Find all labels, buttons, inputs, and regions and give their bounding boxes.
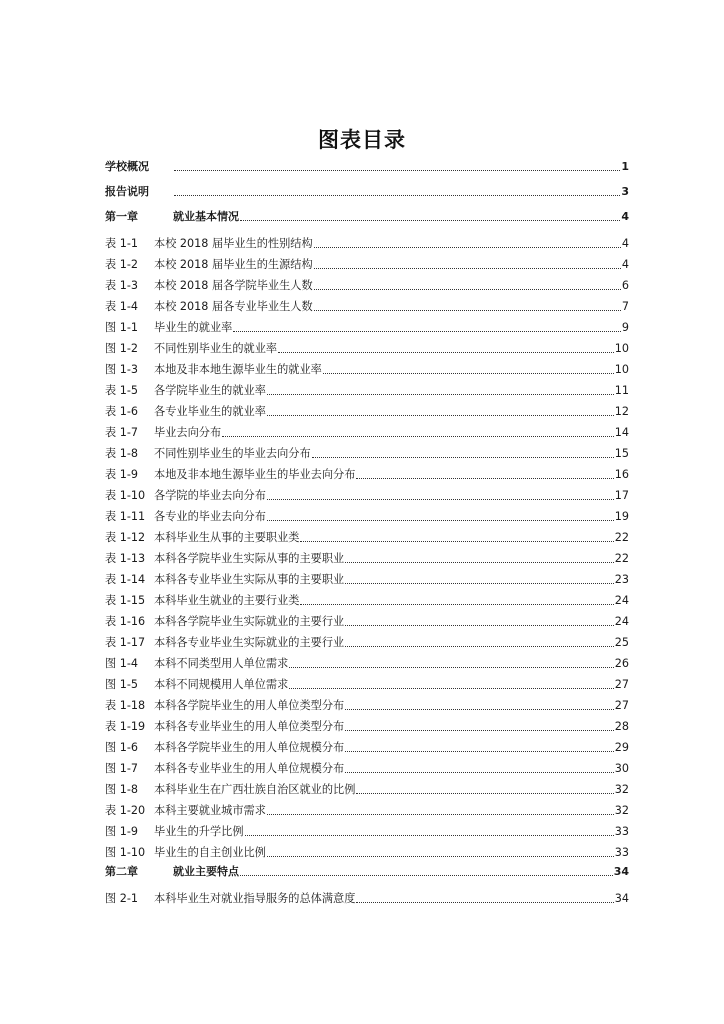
toc-entry-number: 表 1-18	[105, 699, 146, 712]
toc-entry-title: 本科主要就业城市需求	[154, 804, 266, 817]
toc-entry-number: 图 2-1	[105, 892, 139, 905]
toc-entry-page: 29	[614, 741, 629, 754]
toc-entry-title: 毕业去向分布	[154, 426, 222, 439]
toc-entry[interactable]	[105, 338, 629, 356]
toc-entry-number: 图 1-7	[105, 762, 139, 775]
toc-entry[interactable]	[105, 181, 629, 199]
page-title: 图表目录	[318, 128, 406, 152]
toc-entry-page: 17	[614, 489, 629, 502]
toc-entry-page: 15	[614, 447, 629, 460]
toc-entry-title: 本地及非本地生源毕业生的毕业去向分布	[154, 468, 356, 481]
toc-entry[interactable]	[105, 716, 629, 734]
toc-entry-number: 表 1-9	[105, 468, 139, 481]
toc-entry[interactable]	[105, 275, 629, 293]
toc-entry-number: 表 1-1	[105, 237, 139, 250]
toc-entry[interactable]	[105, 653, 629, 671]
dot-leader	[300, 604, 613, 605]
toc-entry[interactable]	[105, 206, 629, 224]
toc-entry-title: 本科不同类型用人单位需求	[154, 657, 289, 670]
dot-leader	[345, 646, 614, 647]
toc-entry-number: 图 1-10	[105, 846, 146, 859]
toc-entry-number: 表 1-19	[105, 720, 146, 733]
dot-leader	[356, 793, 613, 794]
toc-entry[interactable]	[105, 380, 629, 398]
dot-leader	[312, 457, 614, 458]
dot-leader	[174, 170, 620, 171]
toc-entry[interactable]	[105, 842, 629, 860]
toc-entry[interactable]	[105, 758, 629, 776]
toc-entry-page: 22	[614, 552, 629, 565]
toc-entry-page: 3	[621, 185, 629, 198]
dot-leader	[289, 688, 613, 689]
toc-entry-title: 本科各学院毕业生的用人单位规模分布	[154, 741, 345, 754]
toc-entry[interactable]	[105, 443, 629, 461]
dot-leader	[222, 436, 614, 437]
toc-entry-number: 表 1-8	[105, 447, 139, 460]
toc-entry-title: 本科各专业毕业生实际从事的主要职业	[154, 573, 345, 586]
toc-entry-page: 34	[613, 865, 629, 878]
dot-leader	[314, 310, 621, 311]
dot-leader	[267, 814, 614, 815]
toc-entry-title: 各专业的毕业去向分布	[154, 510, 266, 523]
toc-entry-page: 32	[614, 804, 629, 817]
toc-entry-title: 本校 2018 届毕业生的生源结构	[154, 258, 313, 271]
dot-leader	[345, 583, 614, 584]
toc-entry-title: 本科各专业毕业生的用人单位规模分布	[154, 762, 345, 775]
dot-leader	[314, 289, 621, 290]
toc-entry-page: 11	[614, 384, 629, 397]
toc-entry-number: 表 1-4	[105, 300, 139, 313]
toc-entry-title: 本地及非本地生源毕业生的就业率	[154, 363, 322, 376]
toc-entry-title: 本校 2018 届各学院毕业生人数	[154, 279, 313, 292]
toc-entry-number: 表 1-16	[105, 615, 146, 628]
toc-entry-number: 表 1-10	[105, 489, 146, 502]
toc-entry[interactable]	[105, 779, 629, 797]
toc-entry-number: 表 1-3	[105, 279, 139, 292]
toc-entry-title: 各学院毕业生的就业率	[154, 384, 266, 397]
toc-entry-page: 32	[614, 783, 629, 796]
toc-entry[interactable]	[105, 485, 629, 503]
toc-entry-page: 1	[621, 160, 629, 173]
toc-entry-page: 26	[614, 657, 629, 670]
toc-entry[interactable]	[105, 611, 629, 629]
toc-entry-page: 33	[614, 846, 629, 859]
toc-entry-number: 表 1-11	[105, 510, 146, 523]
toc-entry-title: 各学院的毕业去向分布	[154, 489, 266, 502]
dot-leader	[345, 625, 614, 626]
toc-entry-title: 本科各学院毕业生的用人单位类型分布	[154, 699, 345, 712]
toc-entry-title: 毕业生的自主创业比例	[154, 846, 266, 859]
toc-entry-page: 24	[614, 615, 629, 628]
toc-entry-page: 4	[621, 210, 629, 223]
toc-entry[interactable]	[105, 233, 629, 251]
toc-entry-title: 本科各专业毕业生的用人单位类型分布	[154, 720, 345, 733]
toc-entry[interactable]	[105, 548, 629, 566]
toc-entry-number: 表 1-14	[105, 573, 146, 586]
toc-entry-title: 本科毕业生从事的主要职业类	[154, 531, 300, 544]
toc-entry-page: 27	[614, 678, 629, 691]
toc-entry-page: 12	[614, 405, 629, 418]
toc-entry-number: 图 1-6	[105, 741, 139, 754]
toc-entry-page: 34	[614, 892, 629, 905]
toc-entry-page: 10	[614, 342, 629, 355]
toc-entry-number: 表 1-6	[105, 405, 139, 418]
toc-entry-page: 23	[614, 573, 629, 586]
dot-leader	[323, 373, 614, 374]
toc-entry-number: 图 1-4	[105, 657, 139, 670]
dot-leader	[289, 667, 613, 668]
dot-leader	[278, 352, 614, 353]
toc-entry[interactable]	[105, 821, 629, 839]
dot-leader	[356, 902, 613, 903]
toc-entry[interactable]	[105, 464, 629, 482]
toc-entry[interactable]	[105, 569, 629, 587]
toc-entry-title: 本科毕业生就业的主要行业类	[154, 594, 300, 607]
toc-entry-number: 表 1-15	[105, 594, 146, 607]
dot-leader	[300, 541, 613, 542]
toc-entry-number: 表 1-20	[105, 804, 146, 817]
toc-entry-page: 33	[614, 825, 629, 838]
toc-entry[interactable]	[105, 254, 629, 272]
toc-entry[interactable]	[105, 422, 629, 440]
toc-entry-number: 表 1-5	[105, 384, 139, 397]
toc-entry-title: 不同性别毕业生的毕业去向分布	[154, 447, 311, 460]
dot-leader	[233, 331, 621, 332]
dot-leader	[245, 835, 614, 836]
toc-entry[interactable]	[105, 506, 629, 524]
toc-entry-title: 就业主要特点	[173, 865, 239, 878]
toc-entry-title: 本科各学院毕业生实际就业的主要行业	[154, 615, 345, 628]
dot-leader	[314, 268, 621, 269]
toc-entry-page: 10	[614, 363, 629, 376]
toc-entry-title: 不同性别毕业生的就业率	[154, 342, 278, 355]
toc-entry-page: 28	[614, 720, 629, 733]
dot-leader	[240, 220, 620, 221]
dot-leader	[345, 772, 614, 773]
dot-leader	[174, 195, 620, 196]
toc-entry[interactable]	[105, 401, 629, 419]
toc-entry-number: 表 1-13	[105, 552, 146, 565]
toc-entry-title: 就业基本情况	[173, 210, 239, 223]
toc-entry-title: 本校 2018 届各专业毕业生人数	[154, 300, 313, 313]
dot-leader	[356, 478, 613, 479]
toc-entry-page: 9	[621, 321, 629, 334]
toc-entry-number: 图 1-9	[105, 825, 139, 838]
toc-entry[interactable]	[105, 590, 629, 608]
toc-entry-number: 表 1-2	[105, 258, 139, 271]
toc-entry[interactable]	[105, 674, 629, 692]
toc-entry-page: 16	[614, 468, 629, 481]
dot-leader	[267, 856, 614, 857]
toc-entry-title: 本科毕业生对就业指导服务的总体满意度	[154, 892, 356, 905]
toc-entry-number: 报告说明	[105, 185, 149, 198]
toc-entry-number: 图 1-3	[105, 363, 139, 376]
toc-entry[interactable]	[105, 737, 629, 755]
dot-leader	[240, 875, 613, 876]
toc-entry-page: 19	[614, 510, 629, 523]
toc-entry[interactable]	[105, 317, 629, 335]
toc-entry-title: 毕业生的升学比例	[154, 825, 244, 838]
toc-entry[interactable]	[105, 800, 629, 818]
toc-entry[interactable]	[105, 527, 629, 545]
toc-entry-number: 图 1-5	[105, 678, 139, 691]
dot-leader	[345, 751, 614, 752]
dot-leader	[345, 562, 614, 563]
toc-entry-number: 学校概况	[105, 160, 149, 173]
toc-entry-number: 图 1-2	[105, 342, 139, 355]
dot-leader	[267, 394, 614, 395]
toc-entry-page: 22	[614, 531, 629, 544]
toc-entry-title: 本科各专业毕业生实际就业的主要行业	[154, 636, 345, 649]
toc-entry-page: 4	[621, 237, 629, 250]
toc-entry-page: 14	[614, 426, 629, 439]
toc-entry-page: 6	[621, 279, 629, 292]
dot-leader	[267, 520, 614, 521]
toc-entry-title: 本科不同规模用人单位需求	[154, 678, 289, 691]
toc-entry-title: 本科毕业生在广西壮族自治区就业的比例	[154, 783, 356, 796]
toc-entry-title: 本科各学院毕业生实际从事的主要职业	[154, 552, 345, 565]
toc-entry-page: 30	[614, 762, 629, 775]
toc-entry-page: 24	[614, 594, 629, 607]
dot-leader	[314, 247, 621, 248]
toc-entry[interactable]	[105, 888, 629, 906]
toc-entry-title: 各专业毕业生的就业率	[154, 405, 266, 418]
toc-entry[interactable]	[105, 632, 629, 650]
dot-leader	[345, 709, 614, 710]
toc-entry-page: 27	[614, 699, 629, 712]
toc-entry-number: 图 1-8	[105, 783, 139, 796]
toc-entry[interactable]	[105, 156, 629, 174]
toc-entry-number: 图 1-1	[105, 321, 139, 334]
toc-entry[interactable]	[105, 359, 629, 377]
toc-entry-number: 第二章	[105, 865, 138, 878]
toc-entry-number: 表 1-7	[105, 426, 139, 439]
dot-leader	[267, 415, 614, 416]
toc-entry-title: 本校 2018 届毕业生的性别结构	[154, 237, 313, 250]
toc-entry-number: 表 1-12	[105, 531, 146, 544]
dot-leader	[345, 730, 614, 731]
toc-entry[interactable]	[105, 695, 629, 713]
toc-entry-page: 25	[614, 636, 629, 649]
toc-entry-page: 4	[621, 258, 629, 271]
toc-entry-number: 表 1-17	[105, 636, 146, 649]
toc-entry-title: 毕业生的就业率	[154, 321, 233, 334]
dot-leader	[267, 499, 614, 500]
toc-entry[interactable]	[105, 296, 629, 314]
toc-entry[interactable]	[105, 861, 629, 879]
toc-entry-number: 第一章	[105, 210, 138, 223]
toc-entry-page: 7	[621, 300, 629, 313]
